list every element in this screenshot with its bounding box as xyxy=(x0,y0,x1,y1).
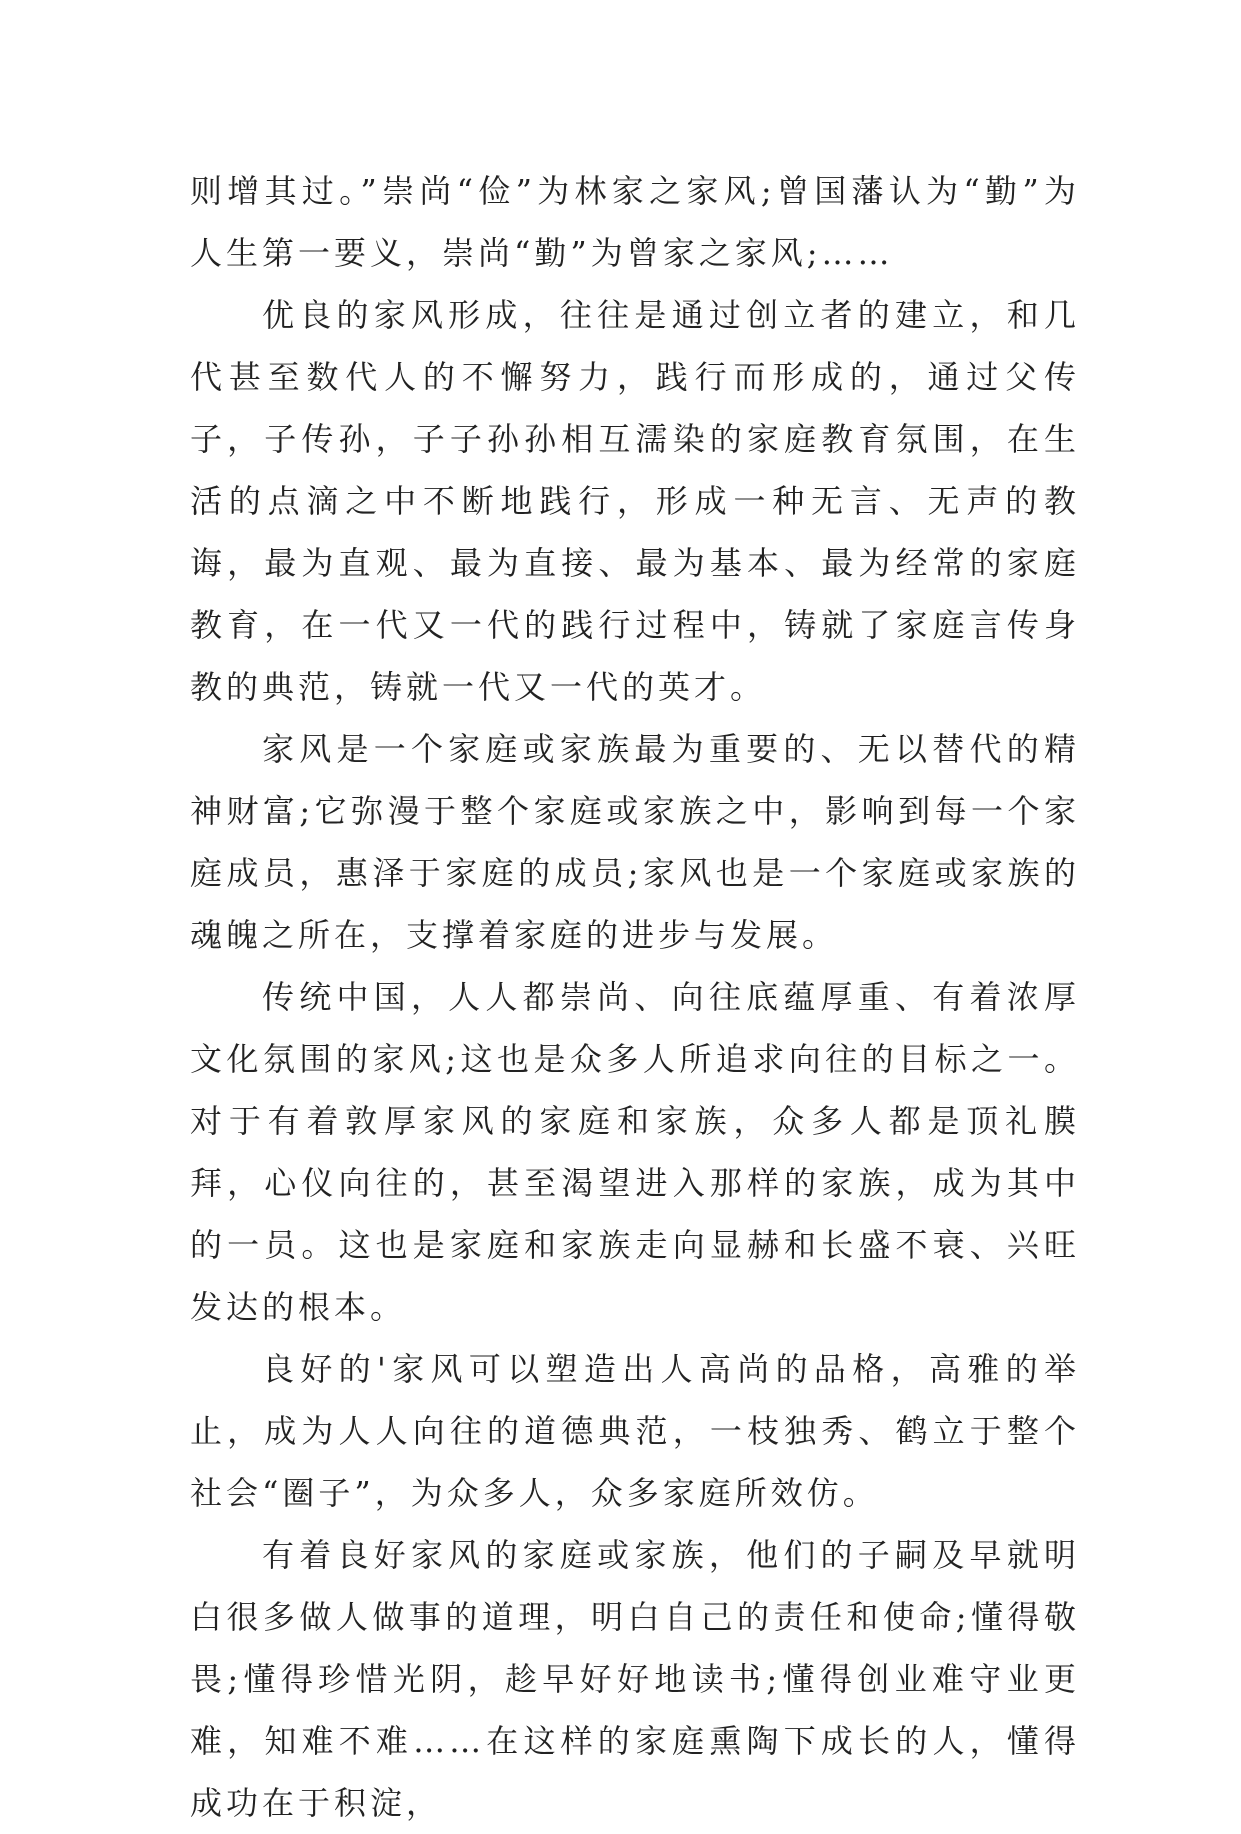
paragraph-family-style-formation: 优良的家风形成，往往是通过创立者的建立，和几代甚至数代人的不懈努力，践行而形成的，通过父传子，子传孙，子子孙孙相互濡染的家庭教育氛围，在生活的点滴之中不断地践行，形成一种无言、无声的教诲，最为直观、最为直接、最为基本、最为经常的家庭教育，在一代又一代的践行过程中，铸就了家庭言传身教的典范，铸就一代又一代的英才。 xyxy=(190,296,1080,706)
paragraph-continuation: 则增其过。”崇尚“俭”为林家之家风;曾国藩认为“勤”为人生第一要义，崇尚“勤”为曾家之家风;…… xyxy=(190,172,1080,272)
paragraph-spiritual-wealth: 家风是一个家庭或家族最为重要的、无以替代的精神财富;它弥漫于整个家庭或家族之中，影响到每一个家庭成员，惠泽于家庭的成员;家风也是一个家庭或家族的魂魄之所在，支撑着家庭的进步与发展。 xyxy=(190,730,1080,954)
body-text xyxy=(190,160,1080,1834)
paragraph-traditional-china: 传统中国，人人都崇尚、向往底蕴厚重、有着浓厚文化氛围的家风;这也是众多人所追求向往的目标之一。对于有着敦厚家风的家庭和家族，众多人都是顶礼膜拜，心仪向往的，甚至渴望进入那样的家族，成为其中的一员。这也是家庭和家族走向显赫和长盛不衰、兴旺发达的根本。 xyxy=(190,978,1080,1326)
paragraph-descendants: 有着良好家风的家庭或家族，他们的子嗣及早就明白很多做人做事的道理，明白自己的责任和使命;懂得敬畏;懂得珍惜光阴，趁早好好地读书;懂得创业难守业更难，知难不难……在这样的家庭熏陶下成长的人，懂得成功在于积淀， xyxy=(190,1536,1080,1822)
paragraph-good-family-style: 良好的'家风可以塑造出人高尚的品格，高雅的举止，成为人人向往的道德典范，一枝独秀、鹤立于整个社会“圈子”，为众多人，众多家庭所效仿。 xyxy=(190,1350,1080,1512)
